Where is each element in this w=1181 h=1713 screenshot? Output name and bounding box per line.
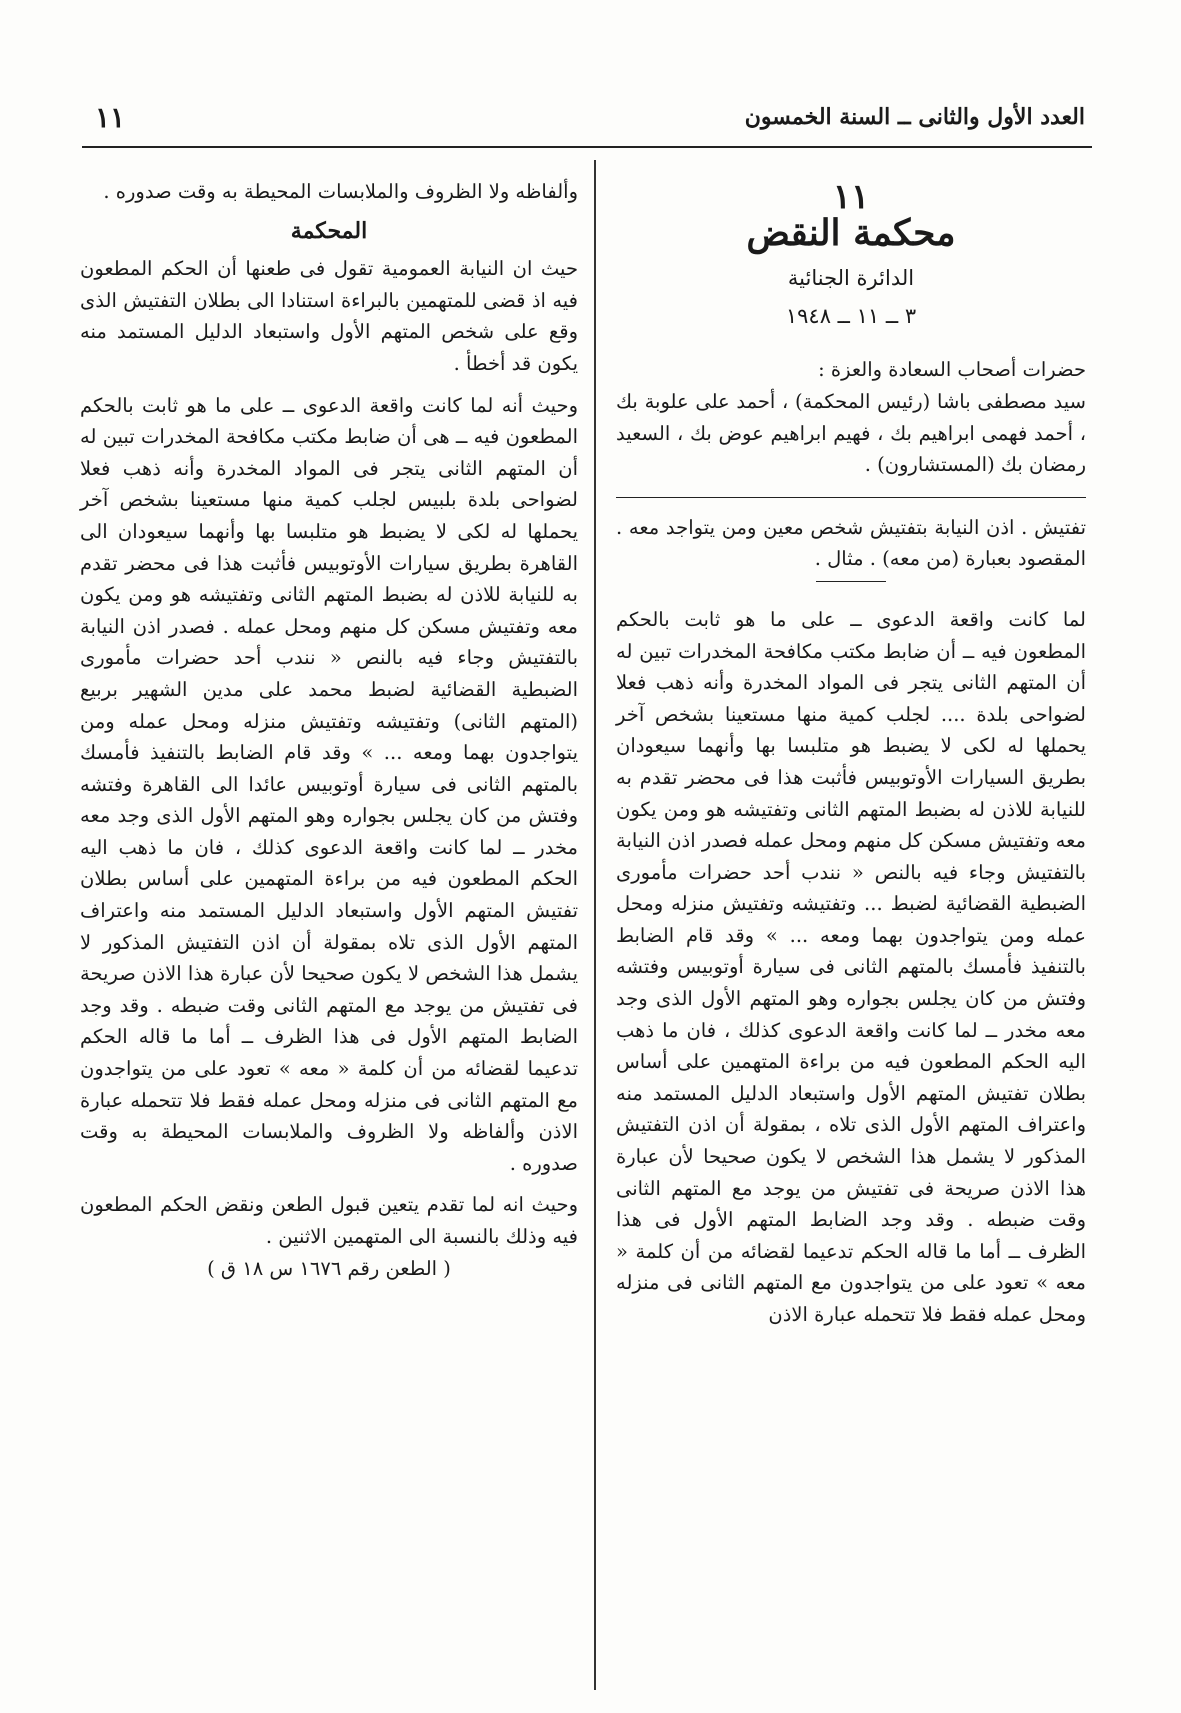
page-header (95, 92, 1085, 142)
left-column (80, 176, 578, 1284)
ruling-paragraph-3: وحيث انه لما تقدم يتعين قبول الطعن ونقض الحكم المطعون فيه وذلك بالنسبة الى المتهمين الاثنين . (80, 1193, 578, 1248)
journal-issue-title: العدد الأول والثانى ــ السنة الخمسون (744, 104, 1085, 130)
principle-body: لما كانت واقعة الدعوى ــ على ما هو ثابت بالحكم المطعون فيه ــ أن ضابط مكتب مكافحة المخدرات تبين له أن المتهم الثانى يتجر فى المواد المخدرة وأنه ذهب فعلا لضواحى بلدة .... لجلب كمية منها مستعينا بشخص آخر يحملها له لكى لا يضبط هو متلبسا بها وأنهما سيعودان بطريق السيارات الأوتوبيس فأثبت هذا فى محضر تقدم به للنيابة للاذن له بضبط المتهم الثانى وتفتيشه هو ومن يكون معه وتفتيش مسكن كل منهم ومحل عمله فصدر اذن النيابة بالتفتيش وجاء فيه بالنص « نندب أحد حضرات مأمورى الضبطية القضائية لضبط ... وتفتيشه وتفتيش منزله ومحل عمله ومن يتواجدون بهما ومعه ... » وقد قام الضابط بالتنفيذ فأمسك بالمتهم الثانى فى سيارة أوتوبيس وفتشه وفتش من كان يجلس بجواره وهو المتهم الأول الذى وجد معه مخدر ــ لما كانت واقعة الدعوى كذلك ، فان ما ذهب اليه الحكم المطعون فيه من براءة المتهمين على أساس بطلان تفتيش المتهم الأول واستبعاد الدليل المستمد منه واعتراف المتهم الأول الذى تلاه ، بمقولة أن اذن التفتيش المذكور لا يشمل هذا الشخص لا يكون صحيحا لأن عبارة هذا الاذن صريحة فى تفتيش من يوجد مع المتهم الثانى وقت ضبطه . وقد وجد الضابط المتهم الأول فى هذا الظرف ــ أما ما قاله الحكم تدعيما لقضائه من أن كلمة « معه » تعود على من يتواجدون مع المتهم الثانى فى منزله ومحل عمله فقط فلا تتحمله عبارة الاذن (616, 607, 1086, 1326)
right-column (616, 176, 1086, 1331)
attendance-intro: حضرات أصحاب السعادة والعزة : (818, 358, 1086, 382)
header-rule (82, 146, 1092, 148)
continuation-text: وألفاظه ولا الظروف والملابسات المحيطة به وقت صدوره . (103, 180, 578, 203)
appeal-citation: ( الطعن رقم ١٦٧٦ س ١٨ ق ) (207, 1256, 451, 1280)
ruling-date: ٣ ــ ١١ ــ ١٩٤٨ (785, 303, 917, 328)
summary-rule (616, 497, 1086, 498)
judges-list: سيد مصطفى باشا (رئيس المحكمة) ، أحمد على علوبة بك ، أحمد فهمى ابراهيم بك ، فهيم ابراهيم عوض بك ، السعيد رمضان بك (المستشارون) . (616, 389, 1086, 477)
court-name: محكمة النقض (746, 211, 956, 254)
column-divider (594, 160, 596, 1690)
page-number: ١١ (95, 100, 126, 134)
ruling-paragraph-2: وحيث أنه لما كانت واقعة الدعوى ــ على ما هو ثابت بالحكم المطعون فيه ــ هى أن ضابط مكتب مكافحة المخدرات تبين له أن المتهم الثانى يتجر فى المواد المخدرة وأنه ذهب فعلا لضواحى بلدة بلبيس لجلب كمية منها مستعينا بشخص آخر يحملها له لكى لا يضبط هو متلبسا بها وأنهما سيعودان الى القاهرة بطريق سيارات الأوتوبيس فأثبت هذا فى محضر تقدم به للنيابة للاذن له بضبط المتهم الثانى وتفتيشه هو ومن يكون معه وتفتيش مسكن كل منهم ومحل عمله . فصدر اذن النيابة بالتفتيش وجاء فيه بالنص « نندب أحد حضرات مأمورى الضبطية القضائية لضبط محمد على مدين الشهير بربيع (المتهم الثانى) وتفتيشه وتفتيش منزله ومحل عمله ومن يتواجدون بهما ومعه ... » وقد قام الضابط بالتنفيذ فأمسك بالمتهم الثانى فى سيارة أوتوبيس عائدا الى القاهرة وفتشه وفتش من كان يجلس بجواره وهو المتهم الأول الذى وجد معه مخدر ــ لما كانت واقعة الدعوى كذلك ، فان ما ذهب اليه الحكم المطعون فيه من براءة المتهمين على أساس بطلان تفتيش المتهم الأول واستبعاد الدليل المستمد منه واعتراف المتهم الأول الذى تلاه بمقولة أن اذن التفتيش المذكور لا يشمل هذا الشخص لا يكون صحيحا لأن عبارة هذا الاذن صريحة فى تفتيش من يوجد مع المتهم الثانى وقت ضبطه . وقد وجد الضابط المتهم الأول فى هذا الظرف ــ أما ما قاله الحكم تدعيما لقضائه من أن كلمة « معه » تعود على من يتواجدون مع المتهم الثانى فى منزله ومحل عمله فقط فلا تتحمله عبارة الاذن وألفاظه ولا الظروف والملابسات المحيطة به وقت صدوره . (80, 393, 578, 1175)
section-heading-court: المحكمة (290, 217, 368, 244)
court-circuit: الدائرة الجنائية (787, 266, 915, 291)
ruling-paragraph-1: حيث ان النيابة العمومية تقول فى طعنها أن الحكم المطعون فيه اذ قضى للمتهمين بالبراءة استنادا الى بطلان التفتيش الذى وقع على شخص المتهم الأول واستبعاد الدليل المستمد منه يكون قد أخطأ . (80, 257, 578, 375)
case-number: ١١ (832, 177, 870, 217)
summary-end-rule (816, 581, 886, 582)
case-summary: تفتيش . اذن النيابة بتفتيش شخص معين ومن يتواجد معه . المقصود بعبارة (من معه) . مثال . (616, 515, 1086, 571)
